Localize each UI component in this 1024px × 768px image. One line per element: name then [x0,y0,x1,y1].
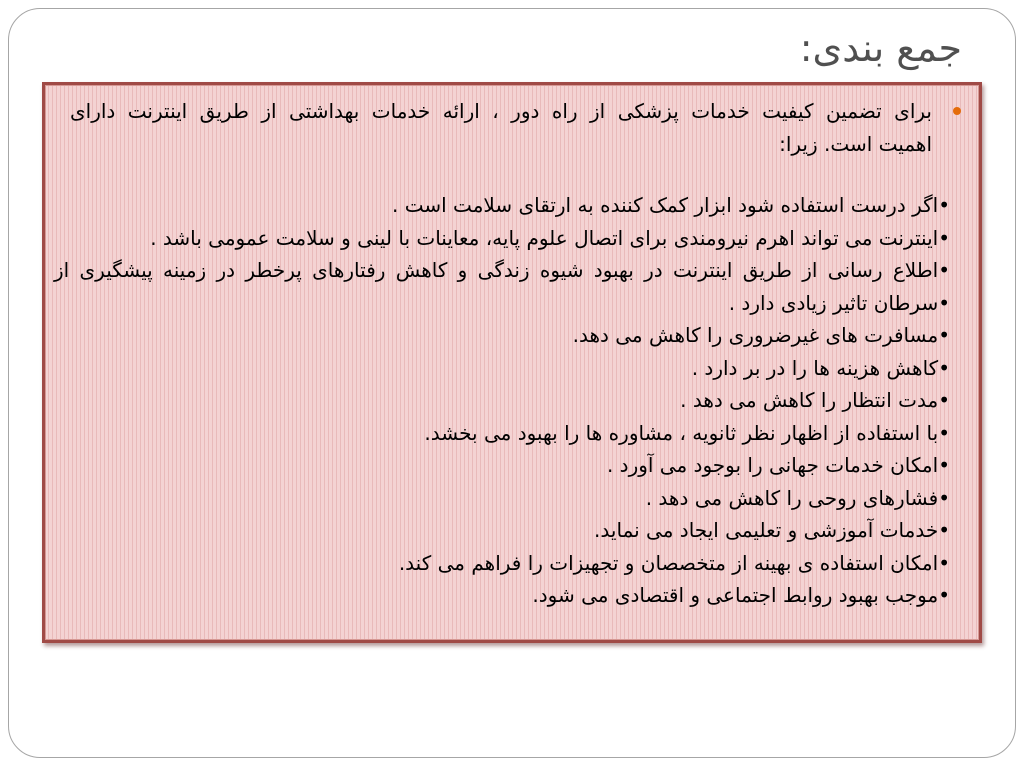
summary-box [42,82,982,643]
point-item [54,417,950,450]
point-item [54,514,950,547]
point-text: •اگر درست استفاده شود ابزار کمک کننده به ارتقای سلامت است . [392,193,950,217]
point-text: •مسافرت های غیرضروری را کاهش می دهد. [572,323,950,347]
point-item [54,287,950,320]
bullet-icon [953,107,961,115]
point-text: •امکان خدمات جهانی را بوجود می آورد . [606,453,950,477]
point-text: •اینترنت می تواند اهرم نیرومندی برای اتصال علوم پایه، معاینات با لینی و سلامت عمومی باشد . [150,225,950,250]
point-text: •امکان استفاده ی بهینه از متخصصان و تجهیزات را فراهم می کند. [398,550,950,575]
point-text: •فشارهای روحی را کاهش می دهد . [645,485,950,510]
slide-title: جمع بندی: [799,26,962,70]
point-text: •مدت انتظار را کاهش می دهد . [680,388,950,412]
points-list [54,189,950,612]
point-item [54,352,950,385]
intro-line-text: اهمیت است. زیرا: [779,132,932,156]
intro-line [70,95,932,128]
intro-paragraph [70,95,932,161]
point-item [54,449,950,482]
intro-line-text: برای تضمین کیفیت خدمات پزشکی از راه دور ، ارائه خدمات بهداشتی از طریق اینترنت دارای [70,99,932,123]
point-text: •خدمات آموزشی و تعلیمی ایجاد می نماید. [594,518,950,542]
point-item [54,547,950,580]
point-text: •سرطان تاثیر زیادی دارد . [728,290,950,315]
point-item [54,319,950,352]
point-item [54,384,950,417]
point-item [54,482,950,515]
point-item [54,189,950,222]
point-text: •با استفاده از اظهار نظر ثانویه ، مشاوره ها را بهبود می بخشد. [424,420,950,445]
point-text: •موجب بهبود روابط اجتماعی و اقتصادی می شود. [532,583,950,607]
point-item [54,222,950,255]
intro-line [70,128,932,161]
point-text: •اطلاع رسانی از طریق اینترنت در بهبود شیوه زندگی و کاهش رفتارهای پرخطر در زمینه پیشگیری از [54,258,950,282]
point-text: •کاهش هزینه ها را در بر دارد . [691,355,950,380]
point-item [54,579,950,612]
point-item [54,254,950,287]
